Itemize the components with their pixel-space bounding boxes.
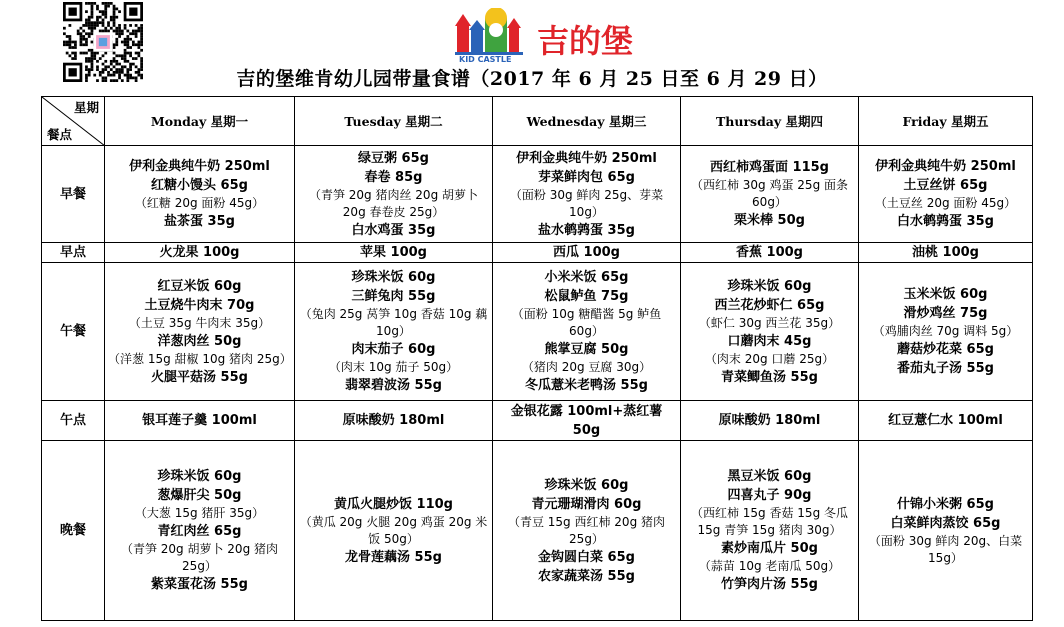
dish-item: 盐水鹌鹑蛋 35g xyxy=(538,222,635,238)
meal-row xyxy=(42,243,1033,263)
menu-cell xyxy=(681,243,859,263)
day-header: Wednesday 星期三 xyxy=(493,97,681,146)
dish-item: 翡翠碧波汤 55g xyxy=(345,378,442,393)
dish-item: 珍珠米饭 60g xyxy=(727,278,812,294)
dish-item: 素炒南瓜片 50g xyxy=(721,541,818,556)
menu-cell xyxy=(681,401,859,441)
dish-item: 冬瓜薏米老鸭汤 55g xyxy=(525,378,648,393)
ingredient-detail: （西红柿 15g 香菇 15g 冬瓜 15g 青笋 15g 猪肉 30g） xyxy=(690,506,849,537)
menu-cell xyxy=(493,401,681,441)
menu-cell xyxy=(105,401,295,441)
dish-item: 银耳莲子羹 100ml xyxy=(142,413,257,428)
dish-item: 春卷 85g xyxy=(364,169,423,185)
meal-row xyxy=(42,263,1033,401)
dish-item: 西兰花炒虾仁 65g xyxy=(714,297,825,313)
menu-cell xyxy=(105,243,295,263)
ingredient-detail: （面粉 30g 鲜肉 25g、芽菜 10g） xyxy=(509,187,664,219)
dish-item: 黑豆米饭 60g xyxy=(727,469,812,484)
meal-name: 午点 xyxy=(42,401,105,441)
ingredient-detail: （黄瓜 20g 火腿 20g 鸡蛋 20g 米饭 50g） xyxy=(299,514,488,546)
dish-item: 伊利金典纯牛奶 250ml xyxy=(516,150,657,166)
kid-castle-logo xyxy=(455,8,655,64)
meal-name: 午餐 xyxy=(42,263,105,401)
ingredient-detail: （青笋 20g 猪肉丝 20g 胡萝卜 20g 春卷皮 25g） xyxy=(308,187,479,219)
menu-cell xyxy=(681,146,859,243)
ingredient-detail: （猪肉 20g 豆腐 30g） xyxy=(521,360,652,374)
menu-cell xyxy=(493,243,681,263)
logo-subtext: KID CASTLE xyxy=(459,55,512,64)
dish-item: 口蘑肉末 45g xyxy=(727,333,812,349)
dish-item: 青红肉丝 65g xyxy=(157,524,242,539)
dish-item: 滑炒鸡丝 75g xyxy=(903,306,988,321)
page-title: 吉的堡维肯幼儿园带量食谱（2017 年 6 月 25 日至 6 月 29 日） xyxy=(236,68,828,90)
dish-item: 龙骨莲藕汤 55g xyxy=(345,549,442,565)
meal-name: 晚餐 xyxy=(42,441,105,621)
meal-row xyxy=(42,401,1033,441)
ingredient-detail: （肉末 20g 口蘑 25g） xyxy=(704,351,835,366)
dish-item: 红豆米饭 60g xyxy=(157,278,242,294)
dish-item: 金银花露 100ml+蒸红薯 50g xyxy=(510,403,663,438)
dish-item: 火龙果 100g xyxy=(159,245,240,260)
corner-cell xyxy=(42,97,105,146)
dish-item: 珍珠米饭 60g xyxy=(544,477,629,493)
day-header: Thursday 星期四 xyxy=(681,97,859,146)
ingredient-detail: （洋葱 15g 甜椒 10g 猪肉 25g） xyxy=(108,351,292,366)
menu-cell xyxy=(681,441,859,621)
dish-item: 白菜鲜肉蒸饺 65g xyxy=(890,515,1001,531)
ingredient-detail: （蒜苗 10g 老南瓜 50g） xyxy=(698,559,841,573)
meal-row xyxy=(42,441,1033,621)
header-row xyxy=(42,97,1033,146)
menu-cell xyxy=(859,263,1033,401)
dish-item: 土豆烧牛肉末 70g xyxy=(144,297,255,313)
menu-cell xyxy=(295,441,493,621)
dish-item: 什锦小米粥 65g xyxy=(897,496,994,512)
dish-item: 香蕉 100g xyxy=(736,245,803,260)
day-header: Monday 星期一 xyxy=(105,97,295,146)
dish-item: 熊掌豆腐 50g xyxy=(544,342,629,357)
logo-brand-text: 吉的堡 xyxy=(537,22,634,60)
dish-item: 白水鹌鹑蛋 35g xyxy=(897,214,994,229)
ingredient-detail: （青笋 20g 胡萝卜 20g 猪肉 25g） xyxy=(120,542,279,573)
day-header: Tuesday 星期二 xyxy=(295,97,493,146)
dish-item: 芽菜鲜肉包 65g xyxy=(538,169,635,185)
dish-item: 小米米饭 65g xyxy=(544,270,629,285)
ingredient-detail: （面粉 10g 糖醋酱 5g 鲈鱼 60g） xyxy=(511,307,662,338)
dish-item: 葱爆肝尖 50g xyxy=(157,488,242,503)
dish-item: 红糖小馒头 65g xyxy=(151,178,248,193)
dish-item: 盐茶蛋 35g xyxy=(164,214,235,229)
dish-item: 农家蔬菜汤 55g xyxy=(538,568,635,584)
menu-table xyxy=(41,96,1033,621)
dish-item: 四喜丸子 90g xyxy=(727,488,812,503)
dish-item: 玉米米饭 60g xyxy=(903,287,988,302)
dish-item: 红豆薏仁水 100ml xyxy=(888,413,1003,428)
dish-item: 青菜鲫鱼汤 55g xyxy=(721,369,818,385)
dish-item: 栗米棒 50g xyxy=(734,213,805,228)
menu-cell xyxy=(859,146,1033,243)
dish-item: 苹果 100g xyxy=(360,245,427,260)
dish-item: 肉末茄子 60g xyxy=(351,342,436,357)
dish-item: 青元珊瑚滑肉 60g xyxy=(531,496,642,512)
ingredient-detail: （虾仁 30g 西兰花 35g） xyxy=(698,315,841,330)
menu-cell xyxy=(493,146,681,243)
dish-item: 松鼠鲈鱼 75g xyxy=(544,289,629,304)
dish-item: 西瓜 100g xyxy=(553,245,620,260)
dish-item: 白水鸡蛋 35g xyxy=(351,222,436,238)
dish-item: 土豆丝饼 65g xyxy=(903,178,988,193)
ingredient-detail: （西红柿 30g 鸡蛋 25g 面条 60g） xyxy=(690,178,849,209)
dish-item: 番茄丸子汤 55g xyxy=(897,361,994,376)
menu-cell xyxy=(493,441,681,621)
dish-item: 伊利金典纯牛奶 250ml xyxy=(129,159,270,174)
dish-item: 绿豆粥 65g xyxy=(358,150,429,166)
dish-item: 黄瓜火腿炒饭 110g xyxy=(334,496,453,512)
ingredient-detail: （兔肉 25g 莴笋 10g 香菇 10g 藕 10g） xyxy=(299,307,488,338)
ingredient-detail: （青豆 15g 西红柿 20g 猪肉 25g） xyxy=(507,514,666,546)
corner-weekday-label: 星期 xyxy=(73,100,99,115)
meal-name: 早餐 xyxy=(42,146,105,243)
dish-item: 金钩圆白菜 65g xyxy=(538,549,635,565)
dish-item: 火腿平菇汤 55g xyxy=(151,369,248,385)
menu-cell xyxy=(105,263,295,401)
menu-cell xyxy=(295,146,493,243)
ingredient-detail: （红糖 20g 面粉 45g） xyxy=(134,196,265,210)
dish-item: 伊利金典纯牛奶 250ml xyxy=(875,159,1016,174)
dish-item: 油桃 100g xyxy=(912,245,979,260)
dish-item: 竹笋肉片汤 55g xyxy=(721,577,818,592)
menu-cell xyxy=(493,263,681,401)
corner-meal-label: 餐点 xyxy=(47,127,73,142)
menu-cell xyxy=(295,243,493,263)
dish-item: 蘑菇炒花菜 65g xyxy=(897,342,994,357)
menu-cell xyxy=(859,401,1033,441)
ingredient-detail: （土豆丝 20g 面粉 45g） xyxy=(874,196,1017,210)
ingredient-detail: （土豆 35g 牛肉末 35g） xyxy=(128,315,271,330)
menu-cell xyxy=(295,263,493,401)
menu-cell xyxy=(859,243,1033,263)
dish-item: 三鲜兔肉 55g xyxy=(351,289,436,304)
menu-cell xyxy=(105,146,295,243)
dish-item: 珍珠米饭 60g xyxy=(351,270,436,285)
dish-item: 原味酸奶 180ml xyxy=(342,413,445,428)
meal-name: 早点 xyxy=(42,243,105,263)
ingredient-detail: （肉末 10g 茄子 50g） xyxy=(328,360,459,374)
meal-row xyxy=(42,146,1033,243)
menu-cell xyxy=(859,441,1033,621)
ingredient-detail: （面粉 30g 鲜肉 20g、白菜 15g） xyxy=(868,533,1023,565)
dish-item: 珍珠米饭 60g xyxy=(157,469,242,484)
ingredient-detail: （鸡脯肉丝 70g 调料 5g） xyxy=(872,324,1019,338)
menu-cell xyxy=(105,441,295,621)
menu-cell xyxy=(295,401,493,441)
menu-cell xyxy=(681,263,859,401)
dish-item: 原味酸奶 180ml xyxy=(718,413,821,428)
ingredient-detail: （大葱 15g 猪肝 35g） xyxy=(134,506,265,520)
day-header: Friday 星期五 xyxy=(859,97,1033,146)
dish-item: 洋葱肉丝 50g xyxy=(157,333,242,349)
dish-item: 紫菜蛋花汤 55g xyxy=(151,577,248,592)
dish-item: 西红柿鸡蛋面 115g xyxy=(710,160,829,175)
